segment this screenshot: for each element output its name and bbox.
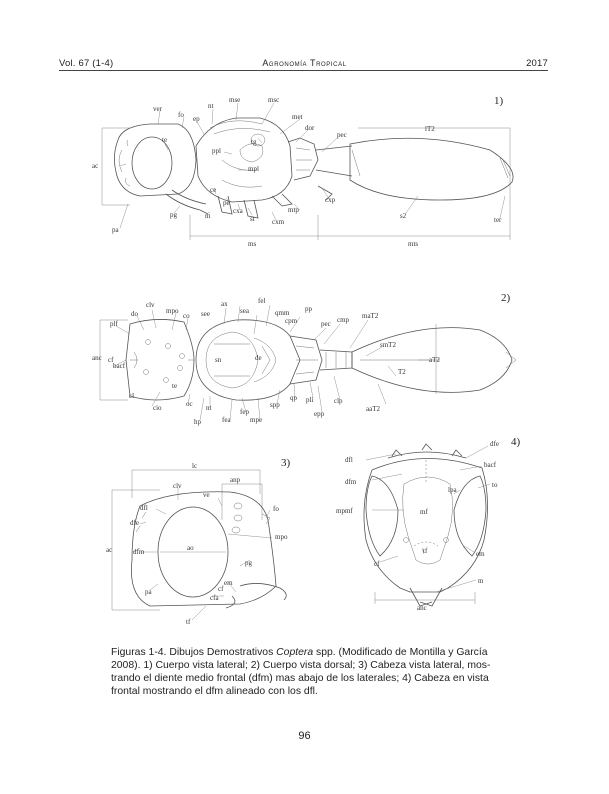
- label-fig1: mtp: [288, 206, 299, 214]
- label-fig2: de: [255, 354, 262, 362]
- label-fig2: sea: [240, 307, 249, 315]
- figure-1-labels: [92, 96, 502, 248]
- label-fig2: plf: [110, 320, 118, 328]
- label-fig4: dfe: [490, 440, 499, 448]
- label-fig1: ce: [210, 186, 217, 194]
- figure-2-number: 2): [501, 292, 511, 304]
- label-fig3: dfl: [140, 504, 148, 512]
- figure-2-labels: [92, 297, 440, 426]
- label-fig3: cf: [218, 585, 224, 593]
- label-fig3: dfm: [133, 548, 145, 556]
- label-fig2: cmp: [337, 316, 350, 324]
- label-fig1: pa: [112, 226, 119, 234]
- label-fig1: cxm: [272, 218, 285, 226]
- label-fig4: bacf: [484, 461, 497, 469]
- label-fig4: tf: [423, 547, 428, 555]
- label-fig2: anc: [92, 354, 102, 362]
- label-fig1: mse: [229, 96, 241, 104]
- label-fig1: tg: [251, 138, 257, 146]
- label-fig4: em: [476, 550, 485, 558]
- label-fig2: T2: [398, 368, 406, 376]
- label-fig3: anp: [230, 476, 241, 484]
- label-fig2: do: [131, 310, 138, 318]
- label-fig1: nt: [208, 102, 214, 110]
- label-fig3: ao: [187, 544, 194, 552]
- label-fig2: ax: [221, 300, 228, 308]
- label-fig1: ver: [153, 105, 162, 113]
- label-fig2: oc: [186, 400, 193, 408]
- label-fig4: dfl: [345, 456, 353, 464]
- label-fig1: m: [205, 212, 211, 220]
- label-fig3: cfa: [210, 594, 219, 602]
- caption-line: frontal mostrando el dfm alineado con los dfl.: [111, 686, 318, 697]
- label-fig2: epp: [314, 410, 325, 418]
- figure-3-number: 3): [281, 457, 291, 469]
- label-fig1: st: [250, 215, 255, 223]
- page-number: 96: [298, 730, 311, 742]
- label-fig2: sn: [215, 356, 222, 364]
- label-fig2: fep: [240, 408, 249, 416]
- label-fig3: dfe: [130, 519, 139, 527]
- header-year: 2017: [526, 58, 548, 69]
- label-fig3: lc: [192, 462, 198, 470]
- figure-3-labels: [106, 462, 288, 626]
- label-fig3: pg: [245, 559, 252, 567]
- label-fig2: qp: [290, 394, 297, 402]
- label-fig1: ter: [494, 216, 502, 224]
- label-fig2: see: [201, 310, 210, 318]
- label-fig2: aT2: [429, 356, 440, 364]
- label-fig3: pa: [145, 588, 152, 596]
- label-fig2: smT2: [380, 341, 396, 349]
- label-fig1: msc: [268, 96, 280, 104]
- caption-line: 2008). 1) Cuerpo vista lateral; 2) Cuerpo vista dorsal; 3) Cabeza vista lateral, mos-: [111, 660, 491, 671]
- label-fig2: fea: [222, 416, 231, 424]
- label-fig2: pli: [306, 396, 314, 404]
- label-fig1: s2: [400, 212, 407, 220]
- label-fig3: em: [224, 579, 233, 587]
- label-fig4: dfm: [345, 478, 357, 486]
- label-fig2: pp: [305, 305, 312, 313]
- label-fig2: fel: [258, 297, 266, 305]
- label-fig4: to: [492, 481, 498, 489]
- label-fig1: cxp: [325, 196, 336, 204]
- label-fig2: nt: [206, 404, 212, 412]
- label-fig1: ac: [92, 162, 99, 170]
- label-fig2: te: [172, 382, 178, 390]
- label-fig1: mpl: [248, 165, 259, 173]
- label-fig4: cf: [374, 560, 380, 568]
- label-fig1: pec: [337, 131, 347, 139]
- label-fig1: dor: [305, 124, 315, 132]
- figure-1-lateral-body: [92, 95, 513, 248]
- label-fig2: maT2: [362, 312, 379, 320]
- label-fig2: clp: [334, 397, 343, 405]
- label-fig4: m: [478, 577, 484, 585]
- label-fig4: mpmf: [336, 507, 353, 515]
- label-fig1: fo: [178, 111, 184, 119]
- caption-genus: Coptera: [276, 647, 314, 658]
- header-volume: Vol. 67 (1-4): [59, 58, 114, 69]
- label-fig2: pec: [321, 320, 331, 328]
- label-fig2: mpo: [166, 307, 179, 315]
- label-fig3: clv: [173, 482, 182, 490]
- label-fig2: qmm: [275, 309, 290, 317]
- figure-caption: [111, 646, 513, 698]
- label-fig1: lT2: [425, 125, 435, 133]
- label-fig2: hp: [194, 418, 201, 426]
- label-fig2: co: [183, 312, 190, 320]
- caption-line: Figuras 1-4. Dibujos Demostrativos Coptera spp. (Modificado de Montilla y García: [111, 647, 488, 658]
- label-fig1: cxa: [233, 207, 243, 215]
- label-fig1: ppl: [212, 147, 221, 155]
- header-journal: Agronomía Tropical: [262, 58, 347, 68]
- caption-line: trando el diente medio frontal (dfm) mas abajo de los laterales; 4) Cabeza en vista: [111, 673, 489, 684]
- label-fig2: cpm: [285, 317, 298, 325]
- label-fig2: aaT2: [366, 405, 380, 413]
- label-fig2: cf: [108, 356, 114, 364]
- figure-1-number: 1): [494, 95, 504, 107]
- figure-4-head-frontal: [336, 436, 521, 612]
- label-fig3: mpo: [275, 533, 288, 541]
- label-fig3: tf: [186, 618, 191, 626]
- label-fig1: te: [162, 136, 168, 144]
- label-fig2: bacf: [113, 362, 126, 370]
- label-fig2: cl: [129, 392, 135, 400]
- figure-3-head-lateral: [106, 457, 291, 626]
- label-fig1: pg: [170, 211, 177, 219]
- label-fig3: ac: [106, 546, 113, 554]
- label-fig3: ve: [203, 491, 210, 499]
- label-fig1: ep: [193, 115, 200, 123]
- label-fig2: spp: [270, 401, 280, 409]
- label-fig1: pe: [223, 199, 230, 207]
- label-fig4: lpa: [448, 486, 457, 494]
- label-fig2: clv: [146, 301, 155, 309]
- label-fig4: mf: [420, 508, 428, 516]
- label-fig2: mpe: [250, 416, 263, 424]
- label-fig3: fo: [273, 505, 279, 513]
- label-fig1: ms: [248, 240, 257, 248]
- label-fig1: mts: [408, 240, 419, 248]
- figure-2-dorsal-body: [92, 292, 516, 426]
- label-fig2: cio: [153, 404, 162, 412]
- label-fig4: anc: [417, 604, 427, 612]
- label-fig1: met: [292, 113, 303, 121]
- figure-4-number: 4): [511, 436, 521, 448]
